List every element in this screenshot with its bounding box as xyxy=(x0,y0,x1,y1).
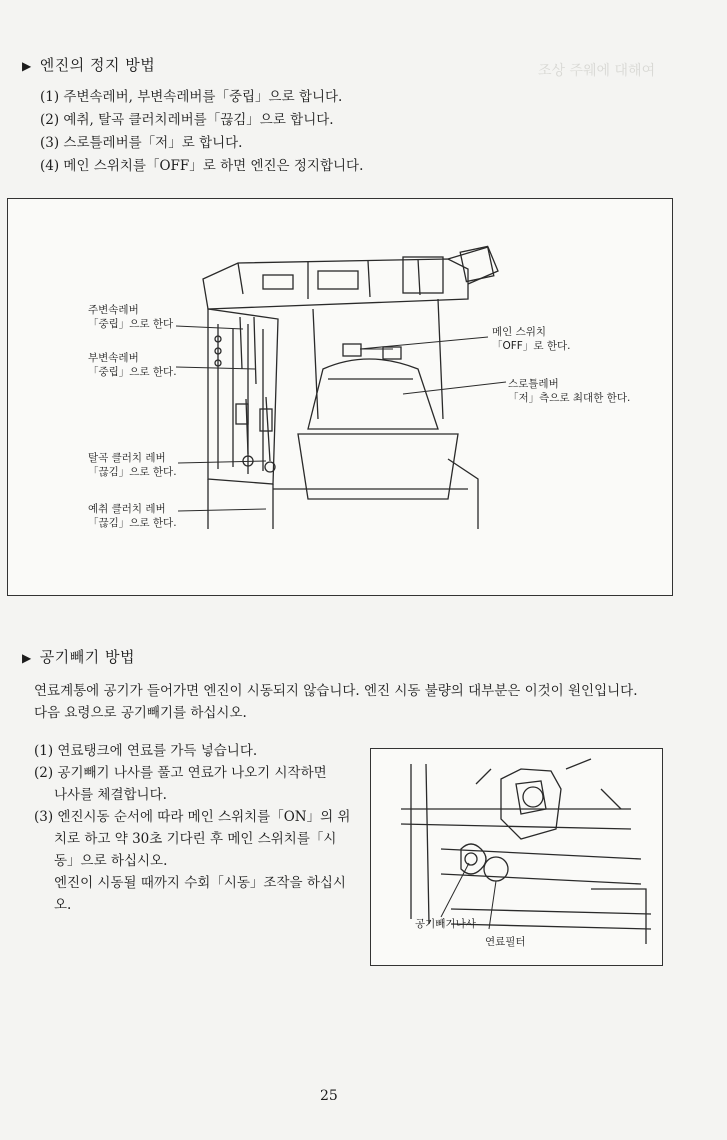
bleed-step-2 xyxy=(34,762,350,806)
triangle-bullet-icon: ▶ xyxy=(22,59,32,73)
label-line: 탈곡 클러치 레버 xyxy=(88,452,166,464)
stop-section-title-text: 엔진의 정지 방법 xyxy=(39,56,156,74)
label-line: 「중립」으로 한다. xyxy=(88,366,177,378)
label-line: 「OFF」로 한다. xyxy=(492,340,571,352)
bleed-section-title xyxy=(22,646,135,667)
throttle-lever-label xyxy=(508,377,630,405)
label-line: 「끊김」으로 한다. xyxy=(88,517,177,529)
label-line: 「저」측으로 최대한 한다. xyxy=(508,392,631,404)
intro-line: 연료계통에 공기가 들어가면 엔진이 시동되지 않습니다. 엔진 시동 불량의 대부분은 이것이 원인입니다. xyxy=(34,683,638,699)
step-line: 치로 하고 약 30초 기다린 후 메인 스위치를「시 xyxy=(54,831,337,847)
main-shift-lever-label xyxy=(88,303,173,331)
fuel-filter-figure xyxy=(370,748,663,966)
label-line: 「끊김」으로 한다. xyxy=(88,466,177,478)
stop-step: (1) 주변속레버, 부변속레버를「중립」으로 합니다. xyxy=(40,89,343,105)
label-line: 스로틀레버 xyxy=(508,378,559,390)
stop-step: (2) 예취, 탈곡 클러치레버를「끊김」으로 합니다. xyxy=(40,112,334,128)
bleed-step-3 xyxy=(34,806,350,916)
stop-steps xyxy=(40,86,363,178)
step-line: 동」으로 하십시오. xyxy=(54,853,168,869)
threshing-clutch-lever-label xyxy=(88,451,177,479)
step-line: 엔진이 시동될 때까지 수회「시동」조작을 하십시 xyxy=(54,875,346,891)
stop-step: (4) 메인 스위치를「OFF」로 하면 엔진은 정지합니다. xyxy=(40,158,364,174)
step-line: (2) 공기빼기 나사를 풀고 연료가 나오기 시작하면 xyxy=(34,765,327,781)
step-line: (1) 연료탱크에 연료를 가득 넣습니다. xyxy=(34,743,258,759)
main-switch-label xyxy=(492,325,570,353)
bleed-through-text: 조상 주웨에 대해여 xyxy=(538,63,656,79)
bleed-section-title-text: 공기빼기 방법 xyxy=(39,648,135,666)
label-line: 부변속레버 xyxy=(88,352,139,364)
step-line: 오. xyxy=(54,897,72,913)
step-line: 나사를 체결합니다. xyxy=(54,787,167,803)
page-number: 25 xyxy=(320,1088,338,1104)
intro-line: 다음 요령으로 공기빼기를 하십시오. xyxy=(34,705,247,721)
bleed-intro xyxy=(34,680,674,724)
cab-controls-figure xyxy=(7,198,673,596)
label-line: 「중립」으로 한다 xyxy=(88,318,174,330)
label-line: 예취 클러치 레버 xyxy=(88,503,166,515)
bleed-step-1 xyxy=(34,740,350,762)
step-line: (3) 엔진시동 순서에 따라 메인 스위치를「ON」의 위 xyxy=(34,809,351,825)
bleed-steps xyxy=(34,740,350,916)
bleed-screw-label: 공기빼기나사 xyxy=(415,918,476,930)
stop-step: (3) 스로틀레버를「저」로 합니다. xyxy=(40,135,243,151)
fuel-filter-label: 연료필터 xyxy=(485,936,526,948)
sub-shift-lever-label xyxy=(88,351,177,379)
triangle-bullet-icon: ▶ xyxy=(22,651,32,665)
label-line: 메인 스위치 xyxy=(492,326,547,338)
reaping-clutch-lever-label xyxy=(88,502,177,530)
stop-section-title xyxy=(22,54,155,75)
label-line: 주변속레버 xyxy=(88,304,139,316)
fuel-filter-drawing xyxy=(371,749,662,965)
